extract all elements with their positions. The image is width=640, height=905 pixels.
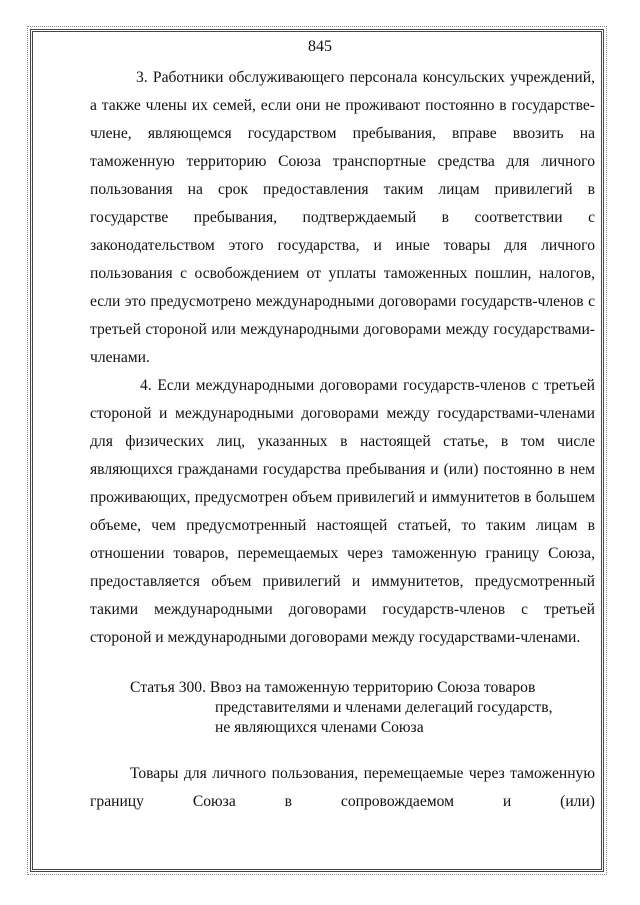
document-body: [90, 64, 595, 816]
article-heading: [90, 678, 595, 738]
page-number: 845: [308, 38, 332, 55]
article-heading-line-3: не являющихся членами Союза: [215, 719, 424, 736]
article-heading-line-1: Статья 300. Ввоз на таможенную территорию Союза товаров: [130, 679, 536, 696]
paragraph-4: 4. Если международными договорами государств-членов с третьей стороной и международными договорами между государствами-членами для физических лиц, указанных в настоящей статье, в том числе являющихся гражданами государства пребывания и (или) постоянно в нем проживающих, предусмотрен объем привилегий и иммунитетов в большем объеме, чем предусмотренный настоящей статьей, то таким лицам в отношении товаров, перемещаемых через таможенную границу Союза, предоставляется объем привилегий и иммунитетов, предусмотренный такими международными договорами государств-членов с третьей стороной и международными договорами между государствами-членами.: [90, 377, 595, 646]
paragraph-3: 3. Работники обслуживающего персонала консульских учреждений, а также члены их семей, если они не проживают постоянно в государстве-члене, являющемся государством пребывания, вправе ввозить на таможенную территорию Союза транспортные средства для личного пользования на срок предоставления таким лицам привилегий в государстве пребывания, подтверждаемый в соответствии с законодательством этого государства, и иные товары для личного пользования с освобождением от уплаты таможенных пошлин, налогов, если это предусмотрено международными договорами государств-членов с третьей стороной или международными договорами между государствами-членами.: [90, 69, 595, 366]
article-paragraph-1: Товары для личного пользования, перемещаемые через таможенную границу Союза в сопровождаемом и (или): [90, 765, 595, 810]
article-heading-line-2: представителями и членами делегаций государств,: [215, 699, 553, 716]
